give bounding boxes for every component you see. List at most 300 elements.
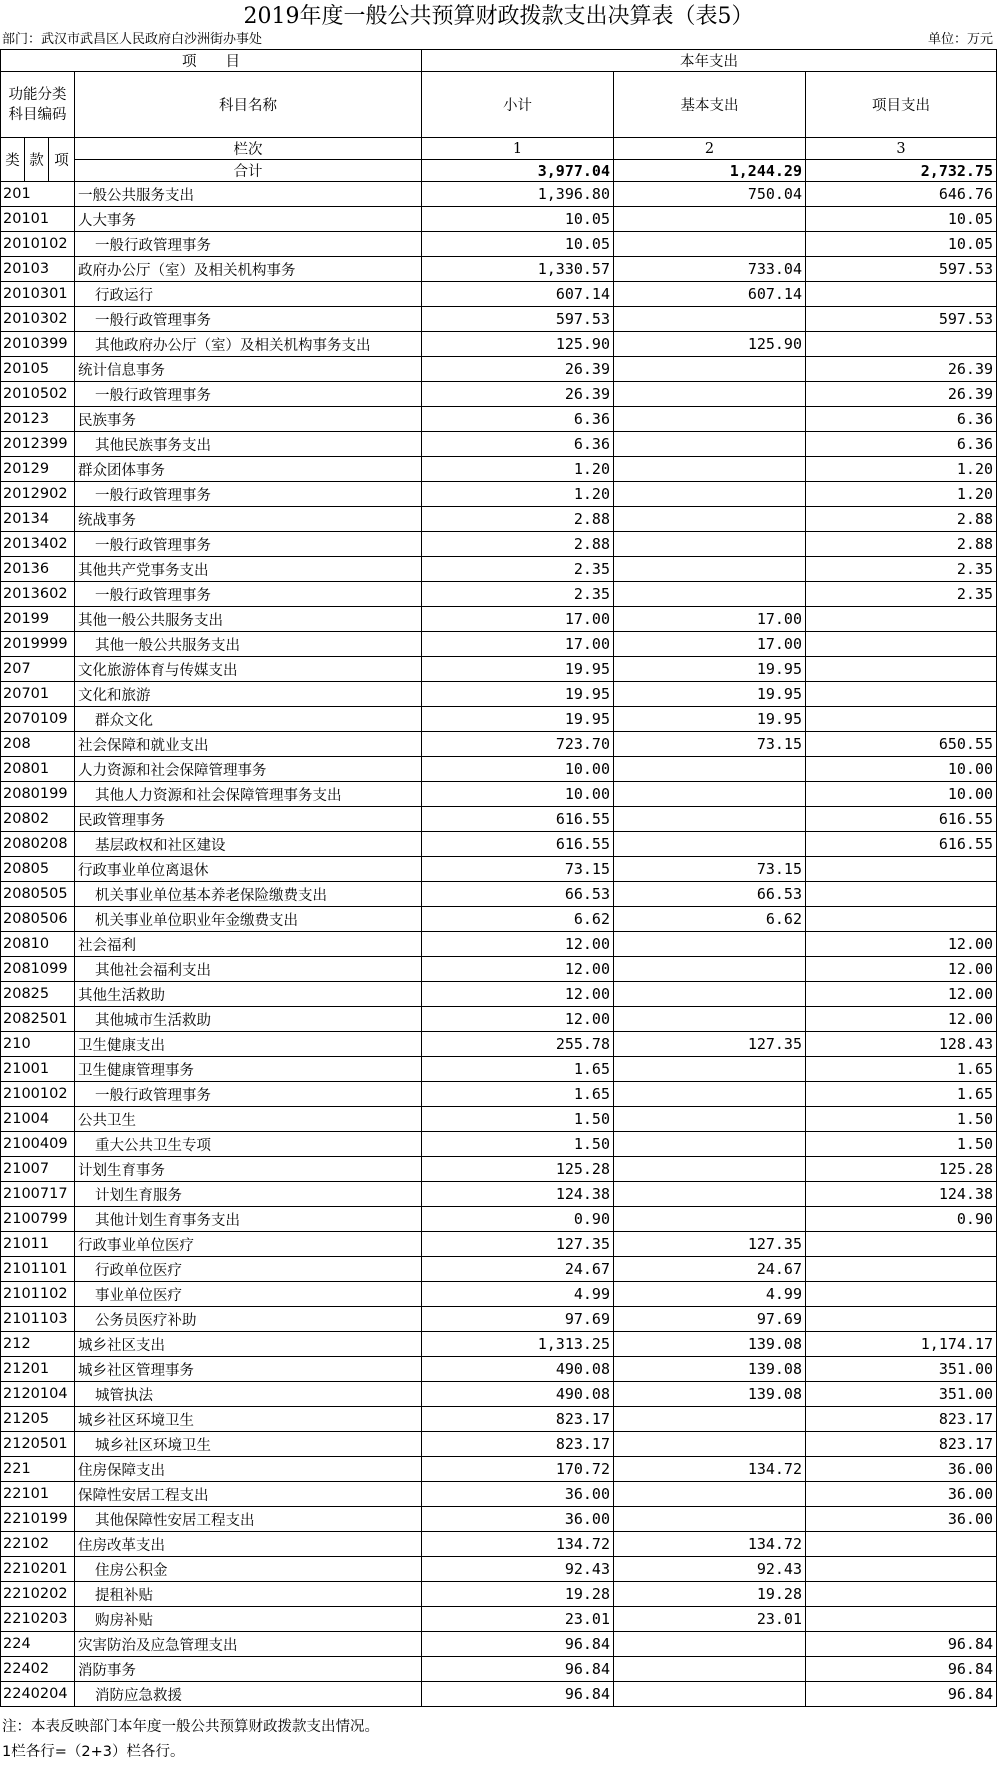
table-row	[1, 1682, 997, 1707]
row-subject-name: 其他一般公共服务支出	[75, 607, 422, 632]
row-project: 12.00	[806, 1007, 997, 1032]
row-project: 96.84	[806, 1682, 997, 1707]
row-basic: 4.99	[614, 1282, 806, 1307]
row-project: 2.35	[806, 582, 997, 607]
row-subtotal: 6.36	[422, 432, 614, 457]
row-subject-name: 重大公共卫生专项	[75, 1132, 422, 1157]
row-project: 26.39	[806, 357, 997, 382]
table-row	[1, 1357, 997, 1382]
row-subtotal: 19.95	[422, 682, 614, 707]
row-subject-name: 一般行政管理事务	[75, 482, 422, 507]
table-row	[1, 782, 997, 807]
row-project	[806, 632, 997, 657]
table-row	[1, 207, 997, 232]
row-subject-name: 事业单位医疗	[75, 1282, 422, 1307]
row-code: 2080208	[1, 832, 75, 857]
row-subtotal: 36.00	[422, 1507, 614, 1532]
table-row	[1, 707, 997, 732]
row-basic: 125.90	[614, 332, 806, 357]
row-basic	[614, 757, 806, 782]
row-subject-name: 社会保障和就业支出	[75, 732, 422, 757]
row-basic: 24.67	[614, 1257, 806, 1282]
row-basic	[614, 1507, 806, 1532]
row-code: 21001	[1, 1057, 75, 1082]
row-basic: 19.95	[614, 657, 806, 682]
row-subject-name: 社会福利	[75, 932, 422, 957]
row-subject-name: 其他一般公共服务支出	[75, 632, 422, 657]
table-row	[1, 282, 997, 307]
row-project: 1,174.17	[806, 1332, 997, 1357]
row-subtotal: 1.50	[422, 1107, 614, 1132]
row-project: 1.65	[806, 1057, 997, 1082]
row-code: 2100799	[1, 1207, 75, 1232]
row-code: 2012902	[1, 482, 75, 507]
row-code: 22102	[1, 1532, 75, 1557]
row-basic	[614, 532, 806, 557]
table-row	[1, 757, 997, 782]
row-project: 10.05	[806, 232, 997, 257]
row-basic	[614, 807, 806, 832]
row-basic: 73.15	[614, 732, 806, 757]
row-subtotal: 823.17	[422, 1407, 614, 1432]
row-project	[806, 1532, 997, 1557]
row-project	[806, 682, 997, 707]
row-subtotal: 19.95	[422, 707, 614, 732]
row-basic	[614, 307, 806, 332]
row-subtotal: 36.00	[422, 1482, 614, 1507]
row-project: 6.36	[806, 432, 997, 457]
row-project	[806, 1582, 997, 1607]
row-subject-name: 人大事务	[75, 207, 422, 232]
row-subject-name: 机关事业单位职业年金缴费支出	[75, 907, 422, 932]
row-subtotal: 26.39	[422, 382, 614, 407]
row-basic	[614, 207, 806, 232]
row-subtotal: 24.67	[422, 1257, 614, 1282]
row-subtotal: 97.69	[422, 1307, 614, 1332]
row-basic	[614, 1057, 806, 1082]
row-project: 125.28	[806, 1157, 997, 1182]
row-basic	[614, 982, 806, 1007]
table-row	[1, 807, 997, 832]
row-basic	[614, 382, 806, 407]
row-subtotal: 1.50	[422, 1132, 614, 1157]
row-code: 2101103	[1, 1307, 75, 1332]
row-subtotal: 255.78	[422, 1032, 614, 1057]
row-subtotal: 96.84	[422, 1682, 614, 1707]
row-basic	[614, 1632, 806, 1657]
row-subject-name: 其他人力资源和社会保障管理事务支出	[75, 782, 422, 807]
row-project	[806, 1232, 997, 1257]
row-project: 646.76	[806, 182, 997, 207]
header-column-label: 栏次	[75, 138, 422, 160]
row-project: 12.00	[806, 957, 997, 982]
row-project: 26.39	[806, 382, 997, 407]
row-basic: 750.04	[614, 182, 806, 207]
row-project: 1.50	[806, 1107, 997, 1132]
table-row	[1, 1307, 997, 1332]
row-project	[806, 282, 997, 307]
row-subject-name: 消防事务	[75, 1657, 422, 1682]
row-subject-name: 行政事业单位医疗	[75, 1232, 422, 1257]
row-subject-name: 一般行政管理事务	[75, 582, 422, 607]
row-subtotal: 125.90	[422, 332, 614, 357]
row-subject-name: 一般行政管理事务	[75, 307, 422, 332]
row-code: 2120104	[1, 1382, 75, 1407]
table-row	[1, 1332, 997, 1357]
row-code: 20810	[1, 932, 75, 957]
row-project	[806, 907, 997, 932]
row-basic	[614, 557, 806, 582]
row-project: 96.84	[806, 1657, 997, 1682]
row-basic	[614, 1082, 806, 1107]
row-basic	[614, 1157, 806, 1182]
row-subtotal: 17.00	[422, 632, 614, 657]
row-project: 823.17	[806, 1432, 997, 1457]
row-code: 2080505	[1, 882, 75, 907]
row-basic	[614, 832, 806, 857]
row-basic: 23.01	[614, 1607, 806, 1632]
row-subtotal: 490.08	[422, 1357, 614, 1382]
header-xiang: 项	[49, 138, 75, 182]
row-subject-name: 计划生育服务	[75, 1182, 422, 1207]
row-basic: 127.35	[614, 1032, 806, 1057]
row-subject-name: 基层政权和社区建设	[75, 832, 422, 857]
row-code: 2013402	[1, 532, 75, 557]
table-row	[1, 957, 997, 982]
row-subtotal: 2.35	[422, 557, 614, 582]
row-basic	[614, 1132, 806, 1157]
row-subtotal: 1.20	[422, 482, 614, 507]
row-basic	[614, 1657, 806, 1682]
row-code: 207	[1, 657, 75, 682]
row-code: 2210201	[1, 1557, 75, 1582]
row-code: 20825	[1, 982, 75, 1007]
row-code: 20805	[1, 857, 75, 882]
row-subtotal: 490.08	[422, 1382, 614, 1407]
row-subject-name: 群众文化	[75, 707, 422, 732]
row-subtotal: 10.05	[422, 232, 614, 257]
row-basic: 134.72	[614, 1532, 806, 1557]
row-code: 2100409	[1, 1132, 75, 1157]
table-row	[1, 1382, 997, 1407]
row-subject-name: 民政管理事务	[75, 807, 422, 832]
row-subtotal: 723.70	[422, 732, 614, 757]
row-code: 21205	[1, 1407, 75, 1432]
row-subtotal: 19.95	[422, 657, 614, 682]
row-code: 2210202	[1, 1582, 75, 1607]
row-subtotal: 23.01	[422, 1607, 614, 1632]
row-code: 20199	[1, 607, 75, 632]
header-kuan: 款	[25, 138, 49, 182]
table-row	[1, 1557, 997, 1582]
table-row	[1, 1032, 997, 1057]
row-subject-name: 住房公积金	[75, 1557, 422, 1582]
row-code: 2010399	[1, 332, 75, 357]
row-code: 20802	[1, 807, 75, 832]
row-subject-name: 一般行政管理事务	[75, 232, 422, 257]
row-subtotal: 12.00	[422, 982, 614, 1007]
row-subject-name: 一般行政管理事务	[75, 532, 422, 557]
table-row	[1, 307, 997, 332]
row-subtotal: 17.00	[422, 607, 614, 632]
row-code: 20701	[1, 682, 75, 707]
row-subject-name: 其他共产党事务支出	[75, 557, 422, 582]
row-subject-name: 其他生活救助	[75, 982, 422, 1007]
row-subject-name: 其他保障性安居工程支出	[75, 1507, 422, 1532]
row-project: 616.55	[806, 832, 997, 857]
row-project: 10.00	[806, 782, 997, 807]
row-subtotal: 1.65	[422, 1057, 614, 1082]
row-code: 2120501	[1, 1432, 75, 1457]
header-col-3: 3	[806, 138, 997, 160]
row-subtotal: 4.99	[422, 1282, 614, 1307]
row-project: 10.05	[806, 207, 997, 232]
row-project	[806, 1282, 997, 1307]
row-project: 36.00	[806, 1457, 997, 1482]
row-code: 2012399	[1, 432, 75, 457]
row-basic: 19.95	[614, 707, 806, 732]
row-subject-name: 公务员医疗补助	[75, 1307, 422, 1332]
table-row	[1, 932, 997, 957]
total-basic: 1,244.29	[614, 160, 806, 182]
table-row	[1, 1432, 997, 1457]
row-subtotal: 1.20	[422, 457, 614, 482]
row-subtotal: 10.05	[422, 207, 614, 232]
table-row	[1, 682, 997, 707]
row-code: 20136	[1, 557, 75, 582]
table-row	[1, 1157, 997, 1182]
row-project: 1.20	[806, 482, 997, 507]
row-subtotal: 6.36	[422, 407, 614, 432]
header-col-1: 1	[422, 138, 614, 160]
row-basic: 92.43	[614, 1557, 806, 1582]
row-subtotal: 96.84	[422, 1632, 614, 1657]
row-code: 210	[1, 1032, 75, 1057]
row-project: 823.17	[806, 1407, 997, 1432]
row-basic	[614, 957, 806, 982]
department-label: 部门：武汉市武昌区人民政府白沙洲街办事处	[2, 32, 263, 47]
row-project: 2.88	[806, 507, 997, 532]
table-row	[1, 832, 997, 857]
row-subject-name: 行政运行	[75, 282, 422, 307]
row-basic: 19.95	[614, 682, 806, 707]
row-subject-name: 提租补贴	[75, 1582, 422, 1607]
row-code: 212	[1, 1332, 75, 1357]
budget-table	[0, 49, 997, 1707]
row-subtotal: 616.55	[422, 807, 614, 832]
row-subject-name: 机关事业单位基本养老保险缴费支出	[75, 882, 422, 907]
row-basic	[614, 357, 806, 382]
row-project: 12.00	[806, 932, 997, 957]
note-2: 1栏各行=（2+3）栏各行。	[2, 1744, 185, 1760]
table-row	[1, 357, 997, 382]
row-basic	[614, 507, 806, 532]
row-subtotal: 12.00	[422, 957, 614, 982]
row-subject-name: 购房补贴	[75, 1607, 422, 1632]
table-row	[1, 507, 997, 532]
row-subject-name: 行政事业单位离退休	[75, 857, 422, 882]
header-basic-expense: 基本支出	[614, 72, 806, 138]
table-row	[1, 582, 997, 607]
row-basic: 139.08	[614, 1382, 806, 1407]
row-subtotal: 127.35	[422, 1232, 614, 1257]
row-project: 1.20	[806, 457, 997, 482]
table-row	[1, 1507, 997, 1532]
row-project	[806, 882, 997, 907]
row-basic: 19.28	[614, 1582, 806, 1607]
row-project: 12.00	[806, 982, 997, 1007]
row-code: 2010302	[1, 307, 75, 332]
row-project	[806, 1607, 997, 1632]
row-code: 2080199	[1, 782, 75, 807]
row-code: 208	[1, 732, 75, 757]
row-project	[806, 1257, 997, 1282]
row-basic: 134.72	[614, 1457, 806, 1482]
row-subtotal: 1,330.57	[422, 257, 614, 282]
row-project	[806, 607, 997, 632]
row-subtotal: 823.17	[422, 1432, 614, 1457]
table-row	[1, 1007, 997, 1032]
row-code: 2100717	[1, 1182, 75, 1207]
row-subtotal: 125.28	[422, 1157, 614, 1182]
header-subject-name: 科目名称	[75, 72, 422, 138]
row-subtotal: 607.14	[422, 282, 614, 307]
row-basic: 17.00	[614, 607, 806, 632]
table-row	[1, 482, 997, 507]
row-subtotal: 73.15	[422, 857, 614, 882]
row-project: 36.00	[806, 1482, 997, 1507]
row-project: 351.00	[806, 1357, 997, 1382]
header-annual-expense: 本年支出	[422, 50, 997, 72]
row-subject-name: 城乡社区管理事务	[75, 1357, 422, 1382]
row-code: 20123	[1, 407, 75, 432]
row-basic: 139.08	[614, 1357, 806, 1382]
row-subtotal: 597.53	[422, 307, 614, 332]
row-project: 0.90	[806, 1207, 997, 1232]
table-row	[1, 1232, 997, 1257]
table-row	[1, 1257, 997, 1282]
table-row	[1, 1132, 997, 1157]
row-subject-name: 卫生健康支出	[75, 1032, 422, 1057]
table-row	[1, 1532, 997, 1557]
row-code: 2082501	[1, 1007, 75, 1032]
row-code: 2010502	[1, 382, 75, 407]
row-subject-name: 保障性安居工程支出	[75, 1482, 422, 1507]
row-basic	[614, 1682, 806, 1707]
row-code: 201	[1, 182, 75, 207]
row-project	[806, 857, 997, 882]
row-subtotal: 10.00	[422, 782, 614, 807]
row-project: 1.65	[806, 1082, 997, 1107]
row-basic	[614, 457, 806, 482]
row-project: 2.88	[806, 532, 997, 557]
row-basic: 6.62	[614, 907, 806, 932]
table-row	[1, 982, 997, 1007]
row-subject-name: 城乡社区支出	[75, 1332, 422, 1357]
table-row	[1, 532, 997, 557]
row-basic	[614, 407, 806, 432]
row-subject-name: 文化和旅游	[75, 682, 422, 707]
row-code: 221	[1, 1457, 75, 1482]
row-basic	[614, 1432, 806, 1457]
table-row	[1, 607, 997, 632]
row-basic	[614, 1207, 806, 1232]
row-project: 96.84	[806, 1632, 997, 1657]
row-subject-name: 群众团体事务	[75, 457, 422, 482]
row-project: 597.53	[806, 257, 997, 282]
table-row	[1, 632, 997, 657]
row-project: 36.00	[806, 1507, 997, 1532]
row-subtotal: 2.88	[422, 532, 614, 557]
row-subtotal: 616.55	[422, 832, 614, 857]
row-code: 2019999	[1, 632, 75, 657]
row-subtotal: 12.00	[422, 1007, 614, 1032]
row-subtotal: 170.72	[422, 1457, 614, 1482]
row-subtotal: 2.35	[422, 582, 614, 607]
row-subject-name: 其他社会福利支出	[75, 957, 422, 982]
table-row	[1, 1657, 997, 1682]
row-subject-name: 城乡社区环境卫生	[75, 1407, 422, 1432]
row-subtotal: 124.38	[422, 1182, 614, 1207]
row-code: 20101	[1, 207, 75, 232]
row-code: 2070109	[1, 707, 75, 732]
table-row	[1, 1107, 997, 1132]
row-basic: 733.04	[614, 257, 806, 282]
row-code: 2101101	[1, 1257, 75, 1282]
table-row	[1, 1407, 997, 1432]
table-row	[1, 257, 997, 282]
table-row	[1, 1632, 997, 1657]
table-row	[1, 432, 997, 457]
unit-label: 单位：万元	[927, 32, 993, 47]
table-row	[1, 907, 997, 932]
row-code: 20129	[1, 457, 75, 482]
table-row	[1, 232, 997, 257]
row-subtotal: 66.53	[422, 882, 614, 907]
row-basic	[614, 1482, 806, 1507]
row-subtotal: 26.39	[422, 357, 614, 382]
row-code: 224	[1, 1632, 75, 1657]
row-code: 21007	[1, 1157, 75, 1182]
table-row	[1, 857, 997, 882]
row-basic: 73.15	[614, 857, 806, 882]
row-project: 1.50	[806, 1132, 997, 1157]
row-code: 2010102	[1, 232, 75, 257]
row-code: 21004	[1, 1107, 75, 1132]
row-basic: 66.53	[614, 882, 806, 907]
table-row	[1, 1282, 997, 1307]
row-subtotal: 19.28	[422, 1582, 614, 1607]
total-project: 2,732.75	[806, 160, 997, 182]
row-project: 2.35	[806, 557, 997, 582]
table-row	[1, 457, 997, 482]
row-subject-name: 其他城市生活救助	[75, 1007, 422, 1032]
row-subject-name: 统计信息事务	[75, 357, 422, 382]
row-subtotal: 0.90	[422, 1207, 614, 1232]
table-row	[1, 732, 997, 757]
row-subject-name: 民族事务	[75, 407, 422, 432]
table-row	[1, 1582, 997, 1607]
row-basic	[614, 1007, 806, 1032]
row-project	[806, 332, 997, 357]
row-subtotal: 1,396.80	[422, 182, 614, 207]
row-project: 650.55	[806, 732, 997, 757]
row-code: 2080506	[1, 907, 75, 932]
row-project: 6.36	[806, 407, 997, 432]
row-project	[806, 1307, 997, 1332]
row-subject-name: 政府办公厅（室）及相关机构事务	[75, 257, 422, 282]
row-code: 2081099	[1, 957, 75, 982]
